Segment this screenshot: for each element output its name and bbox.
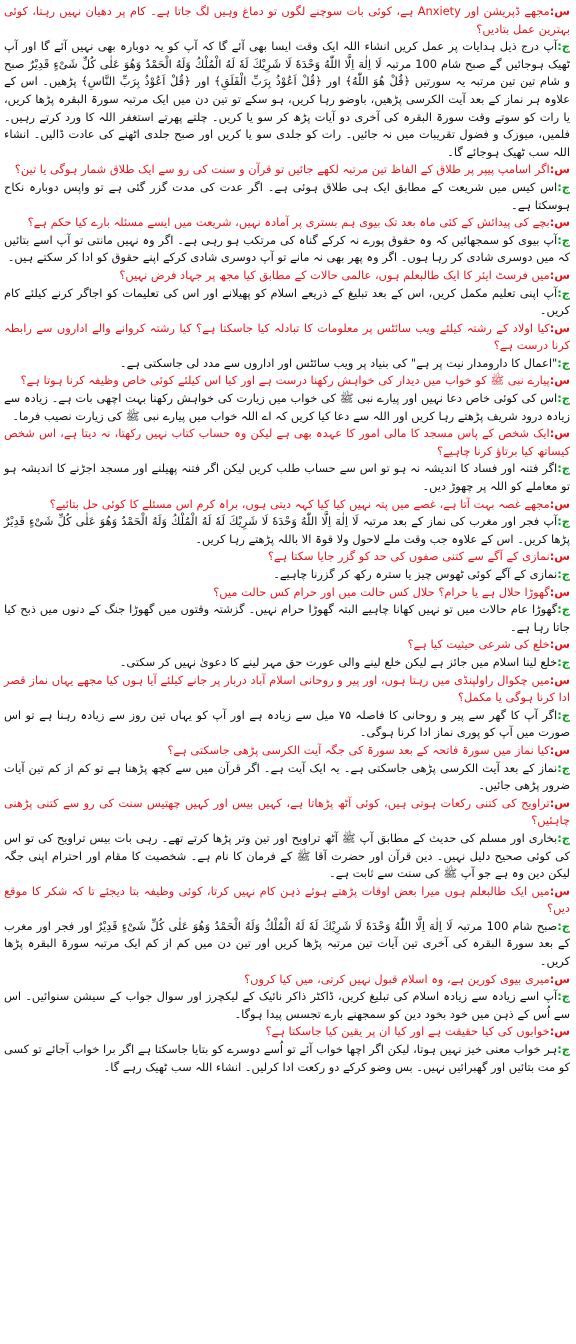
label-separator: : (549, 795, 555, 810)
question-text: نمازی کے آگے سے کتنی صفوں کی حد کو گزر جایا سکتا ہے؟ (267, 549, 550, 564)
answer (4, 355, 570, 373)
answer-label: ج (561, 391, 570, 406)
answer-text: آپ اسے زیادہ سے زیادہ اسلام کی تبلیغ کریں، ڈاکٹر ذاکر نائیک کے لیکچرز اور سوال جواب کے سیشن سنوائیں۔ اس سے اُس کے ذہن میں خود بخود دین کو سمجھنے بارے تجسس پیدا ہوگا۔ (4, 989, 570, 1021)
label-separator: : (557, 602, 562, 617)
qa-item (4, 425, 570, 495)
qa-item (4, 3, 570, 161)
label-separator: : (557, 355, 562, 370)
qa-item (4, 1023, 570, 1076)
question (4, 971, 570, 989)
label-separator: : (557, 830, 562, 845)
question-label: س (554, 215, 570, 230)
question-label: س (554, 549, 570, 564)
answer-text: اگر آپ کا گھر سے پیر و روحانی کا فاصلہ ۷۵ میل سے زیادہ ہے اور آپ کو یہاں تین روز سے زیادہ رہنا ہے تو اس صورت میں آپ کو پوری نماز ادا کرنا ہوگی۔ (4, 707, 570, 740)
answer (4, 38, 570, 161)
question-text: میں ایک طالبعلم ہوں میرا بعض اوقات پڑھتے ہوئے ذہن کام نہیں کرتا، کوئی وظیفہ بتا دیجئے تا کہ شکر کا موقع دیں؟ (4, 883, 570, 916)
answer-text: آپ بیوی کو سمجھائیں کہ وہ حقوق پورے نہ کرکے گناہ کی مرتکب ہو رہی ہے۔ اگر وہ نہیں مانتی تو آپ اسے بتائیں کہ میں دوسری شادی کر رہا ہوں۔ اگر وہ پھر بھی نہ مانے تو آپ دوسری شادی کرکے اپنے حقوق کو ادا کر سکتے ہیں۔ (4, 232, 570, 265)
answer (4, 601, 570, 636)
question (4, 742, 570, 760)
label-separator: : (549, 267, 555, 282)
question-text: گھوڑا حلال ہے یا حرام؟ حلال کس حالت میں اور حرام کس حالت میں؟ (213, 584, 550, 599)
answer (4, 179, 570, 214)
answer (4, 566, 570, 584)
answer-text: آپ درج ذیل ہدایات پر عمل کریں انشاء اللہ ایک وقت ایسا بھی آئے گا کہ آپ کو یہ دوبارہ بھی نہیں آئے گا اور آپ ٹھیک ہوجائیں گے صبح شام 100 مرتبہ لَا اِلٰهَ اِلَّا اللّٰهُ وَحْدَهٗ لَا شَرِیْكَ لَهٗ لَهُ الْمُلْكُ وَلَهُ الْحَمْدُ وَهُوَ عَلٰی كُلِّ شَیْءٍ قَدِیْرٌ صبح و شام تین تین مرتبہ یہ سورتیں ﴿قُلْ هُوَ اللّٰهُ﴾ اور ﴿قُلْ اَعُوْذُ بِرَبِّ الْفَلَقِ﴾ اور ﴿قُلْ اَعُوْذُ بِرَبِّ النَّاسِ﴾ پڑھیں۔ اس کے علاوہ ہر نماز کے بعد آیت الکرسی پڑھیں، باوضو رہا کریں، ہو سکے تو تین دن میں ایک مرتبہ سورۃ البقرہ پڑھا کریں، یا رات کو سوتے وقت سورۃ البقرہ کی آخری دو آیات پڑھ کر سو یا کریں۔ چلتے پھرتے استغفر اللہ کا ورد کرتے رہیں۔ فلمیں، میوزک و فضول تقریبات میں نہ جائیں۔ رات کو جلدی سو یا کریں اور صبح جلدی اٹھنے کی عادت ڈالیں۔ انشاء اللہ سب ٹھیک ہوجائے گا۔ (4, 39, 570, 159)
answer-label: ج (561, 567, 570, 581)
qa-item (4, 795, 570, 883)
question-text: کیا نماز میں سورۃ فاتحہ کے بعد سورۃ کی جگہ آیت الکرسی پڑھی جاسکتی ہے؟ (167, 742, 550, 757)
answer-label: ج (561, 39, 570, 54)
label-separator: : (557, 760, 562, 775)
qa-item (4, 496, 570, 549)
question (4, 214, 570, 232)
label-separator: : (557, 654, 562, 669)
answer-label: ج (561, 602, 570, 617)
answer-label: ج (561, 989, 570, 1004)
question-text: خلع کی شرعی حیثیت کیا ہے؟ (407, 637, 550, 652)
answer (4, 285, 570, 320)
label-separator: : (549, 162, 555, 177)
answer (4, 918, 570, 971)
question-label: س (554, 162, 570, 177)
label-separator: : (549, 1024, 555, 1039)
label-separator: : (549, 637, 555, 652)
question-text: میں چکوال راولپنڈی میں رہتا ہوں، اور پیر و روحانی اسلام آباد دربار پر جانے کیلئے آیا ہوں کیا مجھے یہاں نماز قصر ادا کرنا ہوگی یا مکمل؟ (4, 672, 570, 705)
label-separator: : (557, 391, 562, 406)
question-text: میری بیوی کورین ہے، وہ اسلام قبول نہیں کرتی، میں کیا کروں؟ (244, 971, 550, 986)
question (4, 672, 570, 707)
question-text: خوابوں کی کیا حقیقت ہے اور کیا ان پر یقین کیا جاسکتا ہے؟ (265, 1024, 550, 1039)
answer (4, 513, 570, 548)
answer-label: ج (561, 1042, 570, 1057)
question-label: س (554, 584, 570, 599)
label-separator: : (557, 567, 562, 581)
question-label: س (554, 971, 570, 986)
question-label: س (554, 320, 570, 335)
question-text: ایک شخص کے پاس مسجد کا مالی امور کا عہدہ بھی ہے لیکن وہ حساب کتاب نہیں رکھتا، نہ دیتا ہے، اس شخص کیساتھ کیا برتاؤ کرنا چاہیے؟ (4, 426, 570, 458)
label-separator: : (549, 320, 555, 335)
answer (4, 654, 570, 672)
answer-text: اگر فتنہ اور فساد کا اندیشہ نہ ہو تو اس سے حساب طلب کریں لیکن اگر فتنہ پھیلنے اور مسجد اجڑنے کا اندیشہ ہو تو معاملے کو اللہ پر چھوڑ دیں۔ (4, 461, 570, 494)
label-separator: : (557, 918, 562, 933)
answer-text: بخاری اور مسلم کی حدیث کے مطابق آپ ﷺ آٹھ تراویح اور تین وتر پڑھا کرتے تھے۔ رہی بات بیس تراویح کی تو اس کی کوئی صحیح دلیل نہیں۔ دین قرآن اور حضرت آقا ﷺ کے فرمان کا نام ہے۔ شخصیت کا مقام اور احترام اپنی جگہ لیکن دین وہ ہے جو آپ ﷺ کی سنت سے ثابت ہے۔ (4, 830, 570, 881)
answer (4, 1041, 570, 1076)
question (4, 372, 570, 390)
answer-label: ج (561, 654, 570, 669)
question (4, 883, 570, 918)
answer-text: آپ فجر اور مغرب کی نماز کے بعد مرتبہ لَا اِلٰهَ اِلَّا اللّٰهُ وَحْدَهٗ لَا شَرِیْكَ لَهٗ لَهُ الْمُلْكُ وَلَهُ الْحَمْدُ وَهُوَ عَلٰی كُلِّ شَیْءٍ قَدِیْرٌ پڑھا کریں۔ اس کے علاوہ جب وقت ملے لاحول ولا قوۃ الا باللہ پڑھتے رہا کریں۔ (4, 514, 570, 546)
qa-item (4, 267, 570, 320)
qa-item (4, 548, 570, 583)
question (4, 425, 570, 460)
answer-label: ج (561, 760, 570, 775)
answer (4, 390, 570, 425)
label-separator: : (557, 39, 562, 54)
question-label: س (554, 496, 570, 511)
question (4, 636, 570, 654)
question-label: س (554, 742, 570, 757)
answer-label: ج (561, 232, 570, 247)
question (4, 1023, 570, 1041)
question-text: تراویح کی کتنی رکعات ہوتی ہیں، کوئی آٹھ پڑھاتا ہے، کہیں بیس اور کہیں چھتیس سنت کی رو سے کتنی پڑھنی چاہئیں؟ (4, 795, 570, 828)
answer-label: ج (561, 514, 570, 529)
question (4, 267, 570, 285)
label-separator: : (549, 672, 555, 687)
qa-item (4, 672, 570, 742)
answer (4, 760, 570, 795)
label-separator: : (549, 426, 555, 441)
answer-label: ج (561, 285, 570, 300)
question (4, 548, 570, 566)
label-separator: : (549, 971, 555, 986)
qa-item (4, 636, 570, 671)
qa-item (4, 742, 570, 795)
answer-label: ج (561, 707, 570, 722)
answer-label: ج (561, 461, 570, 476)
answer (4, 988, 570, 1023)
qa-item (4, 161, 570, 214)
question (4, 496, 570, 514)
label-separator: : (549, 215, 555, 230)
answer-label: ج (561, 355, 570, 370)
answer-text: ہر خواب معنی خیز نہیں ہوتا، لیکن اگر اچھا خواب آئے تو اُسے دوسرے کو بتایا جاسکتا ہے اگر برا خواب آجائے تو کسی کو مت بتائیں اور گھبرائیں نہیں۔ بس وضو کرکے دو رکعت ادا کرلیں۔ انشاء اللہ سب ٹھیک رہے گا۔ (4, 1042, 570, 1074)
answer-text: نمازی کے آگے کوئی ٹھوس چیز یا سترہ رکھ کر گزرنا چاہیے۔ (273, 567, 558, 581)
label-separator: : (549, 584, 555, 599)
question-label: س (554, 267, 570, 282)
answer-text: اس کی کوئی خاص دعا نہیں اور پیارے نبی ﷺ کی خواب میں زیارت کی خواہش رکھنا بہت اچھی بات ہے۔ زیادہ سے زیادہ درود شریف پڑھتے رہا کریں اور اللہ سے دعا کیا کریں کہ اے اللہ خواب میں پیارے نبی ﷺ کی زیارت نصیب فرما۔ (4, 391, 570, 423)
answer (4, 830, 570, 883)
label-separator: : (557, 514, 562, 529)
question (4, 795, 570, 830)
question-label: س (554, 795, 570, 810)
label-separator: : (549, 373, 555, 388)
question-text: پیارے نبی ﷺ کو خواب میں دیدار کی خواہش رکھنا درست ہے اور کیا اس کیلئے کوئی خاص وظیفہ کرنا ہوتا ہے؟ (20, 373, 550, 388)
answer-text: آپ اپنی تعلیم مکمل کریں، اس کے بعد تبلیغ کے ذریعے اسلام کو پھیلانے اور اس کی تعلیمات کو اجاگر کرنے کیلئے کام کریں۔ (4, 285, 570, 318)
question-text: بچے کی پیدائش کے کئی ماہ بعد تک بیوی ہم بستری پر آمادہ نہیں، شریعت میں ایسے مسئلہ بارے کیا حکم ہے؟ (27, 215, 550, 230)
label-separator: : (557, 707, 562, 722)
qa-item (4, 214, 570, 267)
qa-item (4, 320, 570, 373)
answer (4, 460, 570, 495)
answer-text: خلع لینا اسلام میں جائز ہے لیکن خلع لینے والی عورت حق مہر لینے کا دعویٰ نہیں کر سکتی۔ (119, 654, 558, 669)
answer-label: ج (561, 918, 570, 933)
qa-item (4, 584, 570, 637)
question-label: س (554, 373, 570, 388)
question-label: س (554, 672, 570, 687)
label-separator: : (549, 742, 555, 757)
answer-label: ج (561, 830, 570, 845)
question-text: مجھے ڈپریشن اور Anxiety ہے، کوئی بات سوچنے لگوں تو دماغ وہیں لگ جاتا ہے۔ کام پر دھیان نہیں رہتا، کوئی بہترین عمل بتادیں؟ (4, 4, 570, 36)
answer-label: ج (561, 179, 570, 194)
qa-item (4, 971, 570, 1024)
question-label: س (554, 883, 570, 898)
question (4, 3, 570, 38)
label-separator: : (557, 461, 562, 476)
question-label: س (554, 1024, 570, 1039)
label-separator: : (557, 285, 562, 300)
question (4, 584, 570, 602)
answer-text: گھوڑا عام حالات میں تو نہیں کھانا چاہیے البتہ گھوڑا حرام نہیں۔ گزشتہ وقتوں میں گھوڑا جنگ کے دنوں میں ذبح کیا جاتا رہا ہے۔ (4, 602, 570, 634)
label-separator: : (557, 1042, 562, 1057)
answer (4, 707, 570, 742)
question-label: س (554, 426, 570, 441)
answer-text: "اعمال کا دارومدار نیت پر ہے" کی بنیاد پر ویب سائٹس اور اداروں سے مدد لی جاسکتی ہے۔ (119, 355, 558, 370)
label-separator: : (557, 179, 562, 194)
answer-text: صبح شام 100 مرتبہ لَا اِلٰهَ اِلَّا اللّٰهُ وَحْدَهٗ لَا شَرِیْكَ لَهٗ لَهُ الْمُلْكُ وَلَهُ الْحَمْدُ وَهُوَ عَلٰی كُلِّ شَیْءٍ قَدِیْرٌ اور فجر اور مغرب کے بعد سورۃ البقرہ کی آخری تین آیات تین مرتبہ پڑھا کریں اور تین دن میں کم از کم ایک مرتبہ سورۃ البقرہ پڑھا کریں۔ (4, 918, 570, 969)
question-text: اگر اسامپ پیپر پر طلاق کے الفاظ تین مرتبہ لکھے جائیں تو قرآن و سنت کی رو سے ایک طلاق شمار ہوگی یا تین؟ (14, 162, 550, 177)
label-separator: : (549, 496, 555, 511)
question-label: س (554, 637, 570, 652)
label-separator: : (557, 232, 562, 247)
label-separator: : (549, 883, 555, 898)
label-separator: : (549, 4, 555, 18)
question-text: مجھے غصہ بہت آتا ہے، غصے میں پتہ نہیں کیا کیا کہہ دیتی ہوں، براہ کرم اس مسئلے کا کوئی حل بتائیے؟ (49, 496, 550, 511)
answer-text: اس کیس میں شریعت کے مطابق ایک ہی طلاق ہوئی ہے۔ اگر عدت کی مدت گزر گئی ہے تو واپس دوبارہ نکاح ہوسکتا ہے۔ (4, 179, 570, 212)
question (4, 161, 570, 179)
question (4, 320, 570, 355)
answer-text: نماز کے بعد آیت الکرسی پڑھی جاسکتی ہے۔ یہ ایک آیت ہے۔ اگر قرآن میں سے کچھ پڑھنا ہے تو کم از کم تین آیات ضرور پڑھی جائیں۔ (4, 760, 570, 793)
qa-item (4, 372, 570, 425)
answer (4, 232, 570, 267)
label-separator: : (557, 989, 562, 1004)
question-text: میں فرسٹ ایئر کا ایک طالبعلم ہوں، عالمی حالات کے مطابق کیا مجھ پر جہاد فرض نہیں؟ (119, 267, 550, 282)
question-label: س (554, 4, 571, 18)
question-text: کیا اولاد کے رشتہ کیلئے ویب سائٹس پر معلومات کا تبادلہ کیا جاسکتا ہے؟ کیا رشتہ کروانے والے اداروں سے رابطہ کرنا درست ہے؟ (4, 320, 570, 353)
qa-item (4, 883, 570, 971)
label-separator: : (549, 549, 555, 564)
